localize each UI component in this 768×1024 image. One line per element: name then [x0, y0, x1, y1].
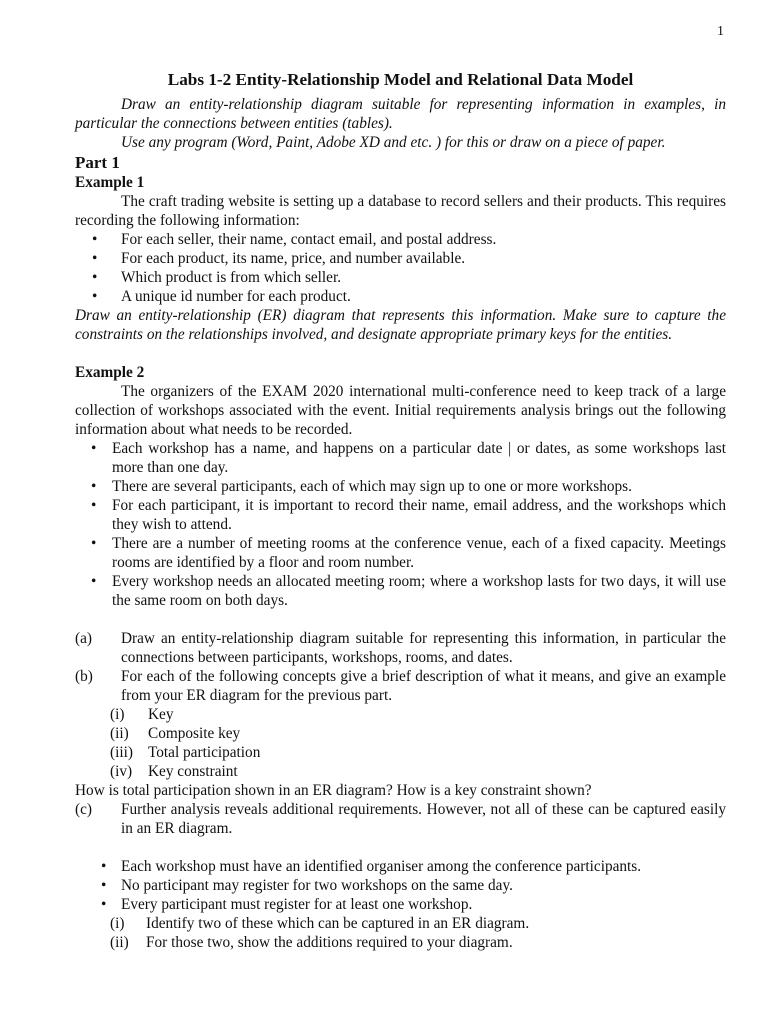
concept-item — [75, 705, 726, 724]
list-item: • For each participant, it is important to record their name, email address, and the workshops which they wish to attend. — [75, 496, 726, 534]
page-number: 1 — [717, 24, 724, 39]
list-item: • Each workshop must have an identified organiser among the conference participants. — [75, 857, 726, 876]
example2-paragraph: The organizers of the EXAM 2020 international multi-conference need to keep track of a large collection of workshops associated with the event. Initial requirements analysis brings out the following information about what needs to be recorded. — [75, 383, 726, 438]
concept-label: (i) — [110, 706, 125, 723]
spacer — [75, 610, 726, 629]
question-c — [75, 800, 726, 838]
concept-list — [75, 705, 726, 781]
spacer — [75, 838, 726, 857]
requirements-list — [75, 857, 726, 914]
example2-bullet-list — [75, 439, 726, 610]
concept-text: Composite key — [148, 725, 241, 742]
subtask-item — [75, 933, 726, 952]
question-b-text: For each of the following concepts give a brief description of what it means, and give an example from your ER diagram for the previous part. — [121, 668, 726, 704]
list-item: • For each seller, their name, contact email, and postal address. — [75, 230, 726, 249]
question-a-label: (a) — [75, 630, 92, 647]
concept-label: (iv) — [110, 763, 133, 780]
list-item: • For each product, its name, price, and number available. — [75, 249, 726, 268]
subtask-label: (i) — [110, 915, 125, 932]
document-body — [75, 70, 726, 952]
example1-bullet-list — [75, 230, 726, 306]
example2-heading: Example 2 — [75, 364, 145, 381]
concept-label: (iii) — [110, 744, 133, 761]
question-a — [75, 629, 726, 667]
part1-heading: Part 1 — [75, 153, 120, 172]
question-c-text: Further analysis reveals additional requirements. However, not all of these can be captured easily in an ER diagram. — [121, 801, 726, 837]
spacer — [75, 344, 726, 363]
concept-item — [75, 743, 726, 762]
intro-tools-note: Use any program (Word, Paint, Adobe XD and etc. ) for this or draw on a piece of paper. — [121, 134, 666, 151]
list-item: • There are several participants, each of which may sign up to one or more workshops. — [75, 477, 726, 496]
list-item: • No participant may register for two workshops on the same day. — [75, 876, 726, 895]
concept-text: Key — [148, 706, 174, 723]
er-notation-question: How is total participation shown in an ER diagram? How is a key constraint shown? — [75, 782, 592, 799]
subtask-text: For those two, show the additions required to your diagram. — [146, 934, 513, 951]
example1-heading: Example 1 — [75, 174, 145, 191]
list-item: • There are a number of meeting rooms at the conference venue, each of a fixed capacity. Meetings rooms are identified by a floor and room number. — [75, 534, 726, 572]
question-b — [75, 667, 726, 705]
list-item: • Every workshop needs an allocated meeting room; where a workshop lasts for two days, it will use the same room on both days. — [75, 572, 726, 610]
concept-item — [75, 724, 726, 743]
document-title: Labs 1-2 Entity-Relationship Model and Relational Data Model — [167, 70, 634, 89]
question-a-text: Draw an entity-relationship diagram suitable for representing this information, in particular the connections between participants, workshops, rooms, and dates. — [121, 630, 726, 666]
concept-text: Total participation — [148, 744, 261, 761]
subtask-label: (ii) — [110, 934, 129, 951]
list-item: • Each workshop has a name, and happens on a particular date | or dates, as some workshops last more than one day. — [75, 439, 726, 477]
concept-text: Key constraint — [148, 763, 238, 780]
concept-item — [75, 762, 726, 781]
list-item: • Which product is from which seller. — [75, 268, 726, 287]
list-item: • Every participant must register for at least one workshop. — [75, 895, 726, 914]
subtask-text: Identify two of these which can be captured in an ER diagram. — [146, 915, 530, 932]
example1-task: Draw an entity-relationship (ER) diagram that represents this information. Make sure to capture the constraints on the relationships involved, and designate appropriate primary keys for the entities. — [75, 307, 726, 343]
list-item: • A unique id number for each product. — [75, 287, 726, 306]
question-b-label: (b) — [75, 668, 93, 685]
question-c-label: (c) — [75, 801, 92, 818]
example1-paragraph: The craft trading website is setting up a database to record sellers and their products. This requires recording the following information: — [75, 193, 726, 229]
intro-instruction: Draw an entity-relationship diagram suitable for representing information in examples, in particular the connections between entities (tables). — [75, 96, 726, 132]
concept-label: (ii) — [110, 725, 129, 742]
subtask-item — [75, 914, 726, 933]
